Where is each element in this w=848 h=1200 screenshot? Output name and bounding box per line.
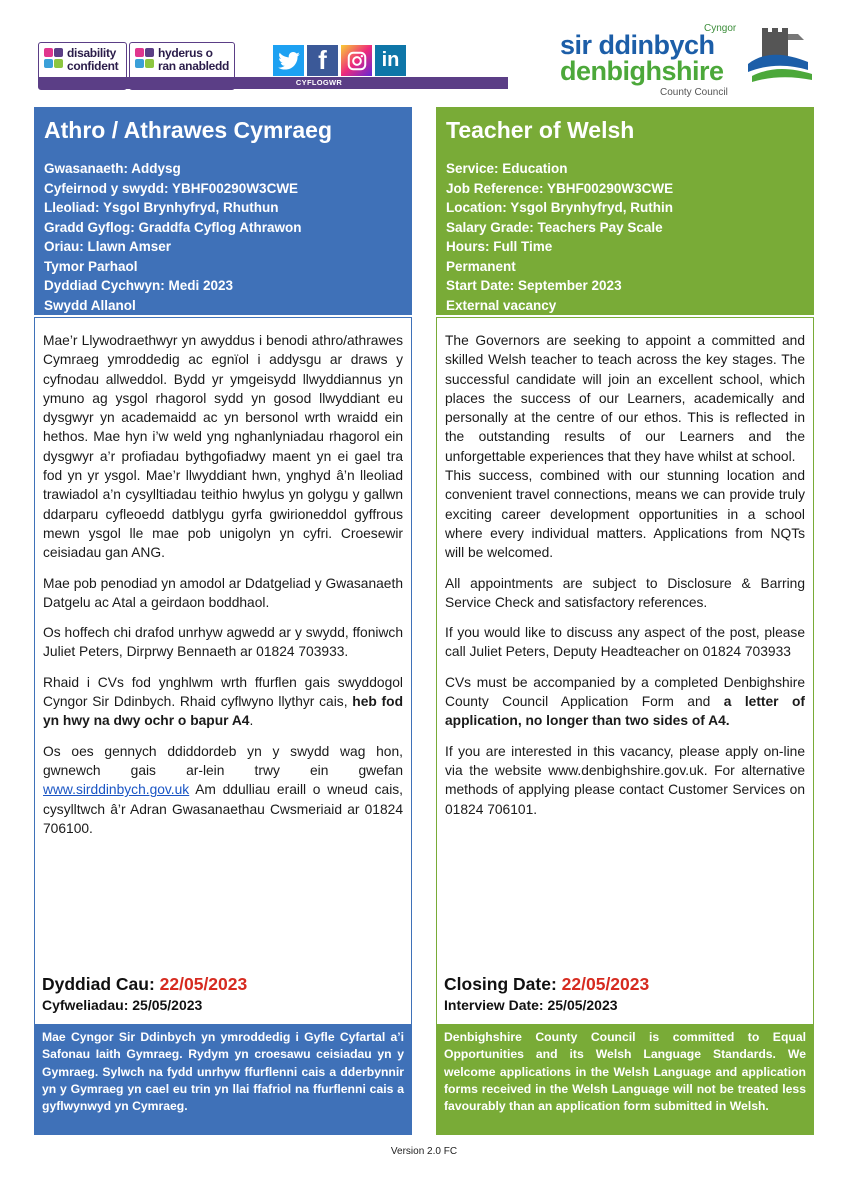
logo-cyngor: Cyngor	[704, 23, 737, 34]
english-detail: External vacancy	[446, 297, 557, 313]
facebook-icon[interactable]: f	[307, 45, 338, 76]
welsh-detail: Oriau: Llawn Amser	[44, 239, 172, 254]
english-paragraph: If you would like to discuss any aspect of the post, please call Juliet Peters, Deputy Headteacher on 01824 703933	[445, 625, 805, 660]
welsh-detail: Swydd Allanol	[44, 297, 136, 313]
english-header	[436, 107, 814, 315]
welsh-detail: Cyfeirnod y swydd: YBHF00290W3CWE	[44, 180, 299, 196]
badge-footer: CYFLOGWR	[130, 77, 508, 89]
closing-label: Closing Date:	[444, 974, 562, 994]
page-header	[0, 0, 848, 100]
welsh-detail: Dyddiad Cychwyn: Medi 2023	[44, 278, 234, 293]
hyderus-badge	[129, 42, 343, 90]
badge-line1: disability	[67, 46, 117, 60]
welsh-detail: Lleoliad: Ysgol Brynhyfryd, Rhuthun	[44, 200, 279, 215]
welsh-paragraph: Os hoffech chi drafod unrhyw agwedd ar y swydd, ffoniwch Juliet Peters, Dirprwy Bennaeth ar 01824 703933.	[43, 625, 403, 660]
welsh-footer: Mae Cyngor Sir Ddinbych yn ymroddedig i Gyfle Cyfartal a’i Safonau Iaith Gymraeg. Rydym yn croesawu ceisiadau yn y Gymraeg. Sylwch na fydd unrhyw ffurflenni cais a dderbynnir yn y Gymraeg yn cael eu trin yn llai ffafriol na ffurflenni cais a gyflwynwyd yn Cymraeg.	[34, 1024, 412, 1135]
english-detail: Service: Education	[446, 161, 568, 176]
interview-date: Cyfweliadau: 25/05/2023	[42, 997, 203, 1013]
instagram-icon[interactable]	[341, 45, 372, 76]
welsh-paragraph: Os oes gennych ddiddordeb yn y swydd wag hon, gwnewch gais ar-lein trwy ein gwefan www.sirddinbych.gov.uk Am ddulliau eraill o wneud cais, cysylltwch â’r Adran Gwasanaethau Cwsmeriaid ar 01824 706100.	[43, 743, 403, 836]
english-footer: Denbighshire County Council is committed to Equal Opportunities and its Welsh Language Standards. We welcome applications in the Welsh Language and application forms received in the Welsh Language will not be treated less favourably than an application form submitted in Welsh.	[436, 1024, 814, 1135]
closing-label: Dyddiad Cau:	[42, 974, 160, 994]
welsh-header	[34, 107, 412, 315]
english-body	[436, 317, 814, 1054]
welsh-closing	[34, 973, 412, 1015]
welsh-website-link[interactable]: www.sirddinbych.gov.uk	[43, 782, 190, 798]
english-paragraph: This success, combined with our stunning location and convenient travel connections, means we can provide truly exciting career development opportunities in a school where every individual matters. Applications from NQTs will be welcomed.	[445, 468, 805, 561]
english-detail: Salary Grade: Teachers Pay Scale	[446, 219, 663, 235]
castle-icon	[748, 20, 820, 84]
badge-line1: hyderus o	[158, 46, 213, 60]
twitter-icon[interactable]	[273, 45, 304, 76]
logo-line1: sir ddinbych	[560, 30, 715, 60]
welsh-title: Athro / Athrawes Cymraeg	[44, 117, 332, 143]
welsh-detail: Gwasanaeth: Addysg	[44, 161, 181, 176]
welsh-paragraph: Mae pob penodiad yn amodol ar Ddatgeliad y Gwasanaeth Datgelu ac Atal a geirdaon boddhaol.	[43, 575, 403, 610]
english-detail: Job Reference: YBHF00290W3CWE	[446, 180, 674, 196]
english-detail: Location: Ysgol Brynhyfryd, Ruthin	[446, 200, 674, 215]
welsh-paragraph: Rhaid i CVs fod ynghlwm wrth ffurflen gais swyddogol Cyngor Sir Ddinbych. Rhaid cyflwyno llythyr cais, heb fod yn hwy na dwy ochr o bapur A4.	[43, 674, 404, 729]
welsh-body	[34, 317, 412, 1054]
badge-line2: ran anabledd	[158, 59, 230, 73]
english-paragraph: The Governors are seeking to appoint a committed and skilled Welsh teacher to teach across the key stages. The successful candidate will join an excellent school, which places the success of our Learners, academically and personally at the centre of our ethos. This is reflected in the outstanding results of our Learners and the unforgettable experiences that they have whilst at school.	[445, 333, 805, 464]
linkedin-icon[interactable]: in	[375, 45, 406, 76]
english-title: Teacher of Welsh	[446, 117, 635, 143]
welsh-paragraph: Mae’r Llywodraethwyr yn awyddus i benodi athro/athrawes Cymraeg ymroddedig ac egnïol i addysgu ar draws y cyfnodau allweddol. Bydd yr ymgeisydd llwyddiannus yn ymuno ag ysgol rhagorol sydd yn gosod llwyddiant eu dysgwyr yn academaidd ac yn bersonol wrth wraidd ein hethos. Mae hyn i’w weld yng nghanlyniadau rhagorol ein dysgwyr a’r profiadau bythgofiadwy maent yn ei gael tra fod yn yr ysgol. Mae’r llwyddiant hwn, ynghyd â’n lleoliad trawiadol a’n cysylltiadau teithio hwylus yn golygu y gallwn ddarparu cyfleoedd datblygu gyrfa gwirioneddol gyffrous mewn ysgol lle mae pob unigolyn yn cyfri. Croesewir ceisiadau gan ANG.	[43, 333, 403, 561]
denbighshire-logo	[560, 20, 820, 100]
disability-confident-badge	[38, 42, 127, 90]
welsh-detail: Gradd Gyflog: Graddfa Cyflog Athrawon	[44, 219, 302, 235]
welsh-detail: Tymor Parhaol	[44, 258, 138, 274]
logo-line3: County Council	[660, 87, 728, 98]
version-label: Version 2.0 FC	[390, 1146, 458, 1157]
english-detail: Start Date: September 2023	[446, 278, 622, 293]
welsh-column	[34, 107, 412, 1114]
english-column	[436, 107, 814, 1114]
english-detail: Permanent	[446, 258, 516, 274]
english-paragraph: All appointments are subject to Disclosure & Barring Service Check and satisfactory references.	[445, 575, 805, 610]
interview-date: Interview Date: 25/05/2023	[444, 997, 618, 1013]
logo-line2: denbighshire	[560, 56, 724, 86]
english-paragraph: CVs must be accompanied by a completed Denbighshire County Council Application Form and a letter of application, no longer than two sides of A4.	[445, 674, 805, 729]
english-paragraph: If you are interested in this vacancy, please apply on-line via the website www.denbighshire.gov.uk. For alternative methods of applying please contact Customer Services on 01824 706101.	[445, 743, 805, 817]
english-closing	[436, 973, 814, 1015]
english-detail: Hours: Full Time	[446, 239, 553, 254]
closing-date: 22/05/2023	[561, 974, 650, 994]
closing-date: 22/05/2023	[159, 974, 248, 994]
badge-line2: confident	[67, 59, 119, 73]
